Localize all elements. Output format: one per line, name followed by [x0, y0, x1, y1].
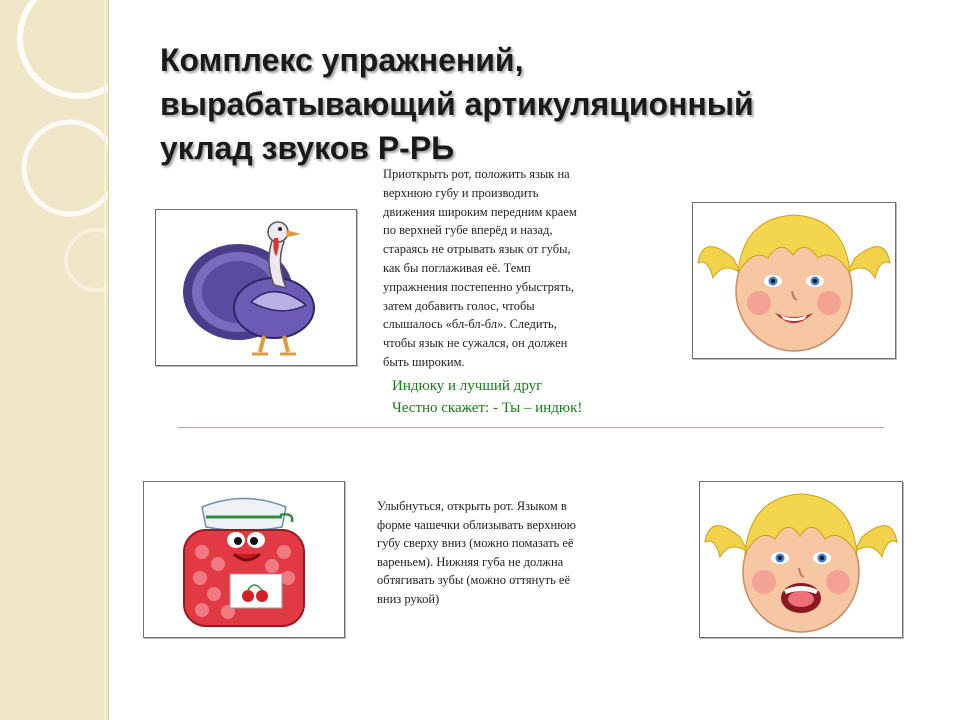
slide-title — [160, 38, 920, 170]
title-line-1: Комплекс упражнений, — [160, 42, 524, 78]
text-line: чтобы язык не сужался, он должен — [383, 336, 568, 351]
text-line: затем добавить голос, чтобы — [383, 298, 535, 313]
section-divider — [178, 427, 884, 428]
decorative-circles — [0, 0, 108, 720]
text-line: верхнюю губу и производить — [383, 185, 539, 200]
text-line: обтягивать зубы (можно оттянуть её — [377, 573, 570, 587]
text-line: как бы поглаживая её. Темп — [383, 260, 531, 275]
poem-line: Индюку и лучший друг — [392, 378, 543, 394]
strip-edge-line — [104, 0, 106, 720]
text-line: упражнения постепенно убыстрять, — [383, 279, 574, 294]
text-line: по верхней губе вперёд и назад, — [383, 223, 553, 238]
turkey-image-frame — [155, 209, 357, 366]
text-line: Улыбнуться, открыть рот. Языком в — [377, 499, 567, 513]
text-line: вареньем). Нижняя губа не должна — [377, 554, 564, 569]
exercise-1-description — [383, 165, 633, 372]
girl-face-illustration — [693, 203, 895, 358]
turkey-illustration — [156, 210, 356, 365]
text-line: движения широким передним краем — [383, 204, 577, 219]
decorative-side-strip — [0, 0, 109, 720]
text-line: стараясь не отрывать язык от губы, — [383, 242, 571, 257]
text-line: форме чашечки облизывать верхнюю — [377, 517, 576, 532]
title-line-2: вырабатывающий артикуляционный — [160, 86, 754, 122]
girl-face-image-frame-2 — [699, 481, 903, 638]
text-line: Приоткрыть рот, положить язык на — [383, 167, 570, 181]
text-line: быть широким. — [383, 354, 465, 369]
text-line: слышалось «бл-бл-бл». Следить, — [383, 317, 557, 332]
girl-face-illustration — [700, 482, 902, 637]
girl-face-image-frame-1 — [692, 202, 896, 359]
exercise-2-description — [377, 497, 633, 608]
text-line: губу сверху вниз (можно помазать её — [377, 536, 574, 550]
poem-line: Честно скажет: - Ты – индюк! — [392, 400, 583, 416]
jam-jar-image-frame — [143, 481, 345, 638]
text-line: вниз рукой) — [377, 591, 440, 606]
exercise-1-poem — [392, 375, 652, 419]
jam-jar-illustration — [144, 482, 344, 637]
title-line-3: уклад звуков Р-РЬ — [160, 130, 455, 166]
